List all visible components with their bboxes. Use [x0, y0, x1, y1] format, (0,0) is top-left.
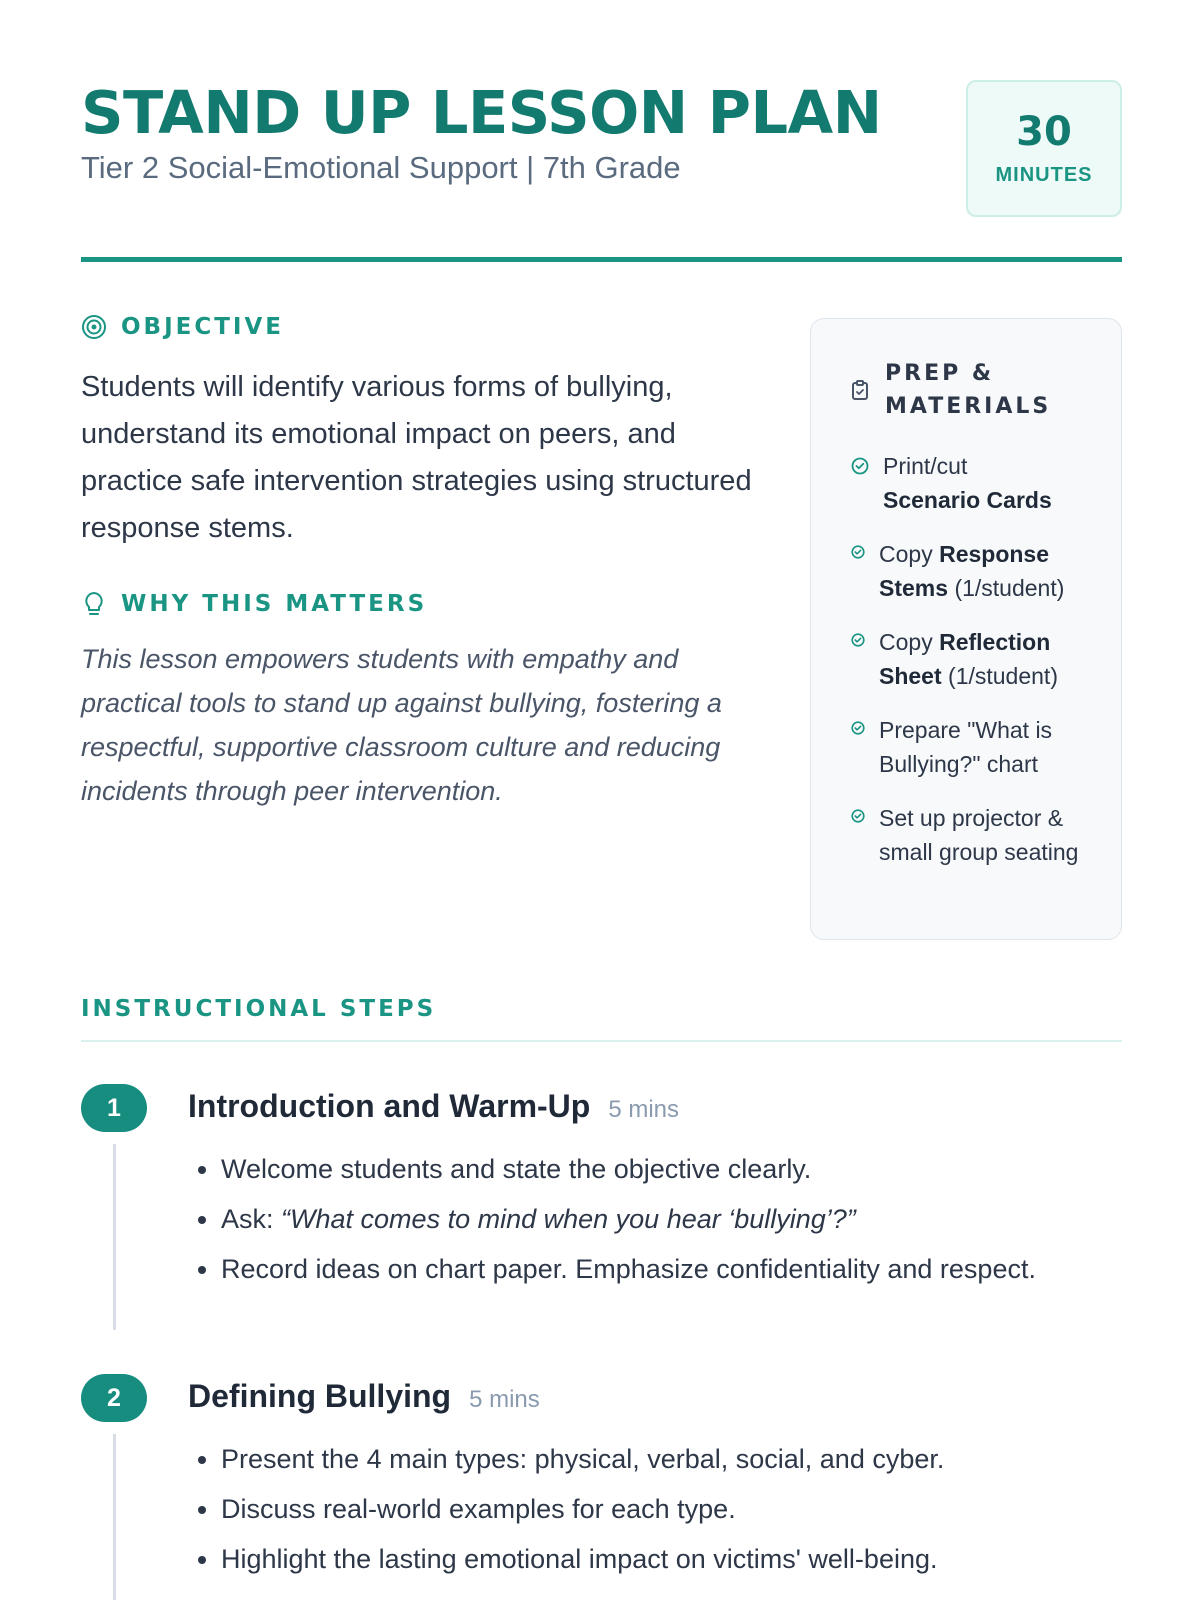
- steps-heading: INSTRUCTIONAL STEPS: [81, 996, 437, 1022]
- why-heading-label: WHY THIS MATTERS: [121, 591, 428, 617]
- step-timeline-line: [113, 1144, 116, 1330]
- page-subtitle: Tier 2 Social-Emotional Support | 7th Grade: [81, 150, 681, 185]
- prep-item: [851, 625, 1111, 693]
- objective-heading-label: OBJECTIVE: [121, 314, 284, 340]
- step-bullet: [221, 1194, 1121, 1244]
- prep-item-bold: Response Stems: [879, 541, 1050, 601]
- step-bullet-quote: “What comes to mind when you hear ‘bullying’?”: [281, 1204, 856, 1234]
- step-title: [188, 1378, 540, 1415]
- duration-unit: MINUTES: [995, 164, 1093, 186]
- prep-item-suffix: (1/student): [948, 663, 1058, 689]
- target-icon: [81, 314, 107, 340]
- step-title-text: Defining Bullying: [188, 1378, 452, 1414]
- prep-item-text: Copy: [879, 541, 933, 567]
- prep-item-text: Copy: [879, 629, 933, 655]
- step-bullets: [221, 1434, 1121, 1584]
- prep-item-bold: Scenario Cards: [883, 487, 1052, 513]
- steps-divider: [81, 1040, 1122, 1042]
- check-circle-icon: [851, 721, 865, 735]
- duration-badge: [966, 80, 1122, 217]
- lesson-plan-page: [81, 0, 1122, 1600]
- step-bullet-text: Ask:: [221, 1204, 274, 1234]
- why-heading: [81, 590, 427, 618]
- step-title-text: Introduction and Warm-Up: [188, 1088, 591, 1124]
- step-bullet: • Record ideas on chart paper. Emphasize confidentiality and respect.: [221, 1244, 1121, 1294]
- header-divider: [81, 257, 1122, 262]
- prep-item-text: Prepare "What is Bullying?" chart: [879, 717, 1053, 777]
- prep-item: [851, 801, 1111, 869]
- check-circle-icon: [851, 809, 865, 823]
- page-title: STAND UP LESSON PLAN: [81, 78, 882, 147]
- objective-heading: [81, 314, 284, 340]
- why-text: This lesson empowers students with empathy and practical tools to stand up against bullying, fostering a respectful, supportive classroom culture and reducing incidents through peer intervention.: [81, 644, 722, 806]
- prep-item: [851, 449, 1111, 517]
- prep-materials-panel: [810, 318, 1122, 940]
- prep-item-bold: Reflection Sheet: [879, 629, 1051, 689]
- clipboard-icon: [851, 379, 869, 401]
- step-duration: 5 mins: [608, 1096, 680, 1123]
- objective-text: Students will identify various forms of bullying, understand its emotional impact on peers, and practice safe intervention strategies using structured response stems.: [81, 371, 752, 544]
- step-bullets: [221, 1144, 1121, 1294]
- check-circle-icon: [851, 457, 869, 475]
- step-number-badge: 1: [81, 1084, 147, 1132]
- prep-item-suffix: (1/student): [954, 575, 1065, 601]
- step-timeline-line: [113, 1434, 116, 1600]
- prep-item: [851, 537, 1111, 605]
- step-duration: 5 mins: [469, 1386, 540, 1413]
- prep-heading: [851, 357, 1051, 423]
- check-circle-icon: [851, 545, 865, 559]
- prep-heading-line2: MATERIALS: [885, 394, 1052, 419]
- step-bullet: • Present the 4 main types: physical, verbal, social, and cyber.: [221, 1434, 1121, 1484]
- check-circle-icon: [851, 633, 865, 647]
- duration-value: 30: [1016, 109, 1072, 155]
- prep-list: [851, 449, 1111, 889]
- step-bullet: • Highlight the lasting emotional impact on victims' well-being.: [221, 1534, 1121, 1584]
- lightbulb-icon: [81, 590, 107, 618]
- prep-item-text: Set up projector & small group seating: [879, 805, 1079, 865]
- prep-item-text: Print/cut: [883, 453, 968, 479]
- step-number-badge: 2: [81, 1374, 147, 1422]
- prep-item: [851, 713, 1111, 781]
- step-bullet: • Discuss real-world examples for each type.: [221, 1484, 1121, 1534]
- step-bullet: • Welcome students and state the objective clearly.: [221, 1144, 1121, 1194]
- prep-heading-line1: PREP &: [885, 361, 995, 386]
- step-title: [188, 1088, 679, 1125]
